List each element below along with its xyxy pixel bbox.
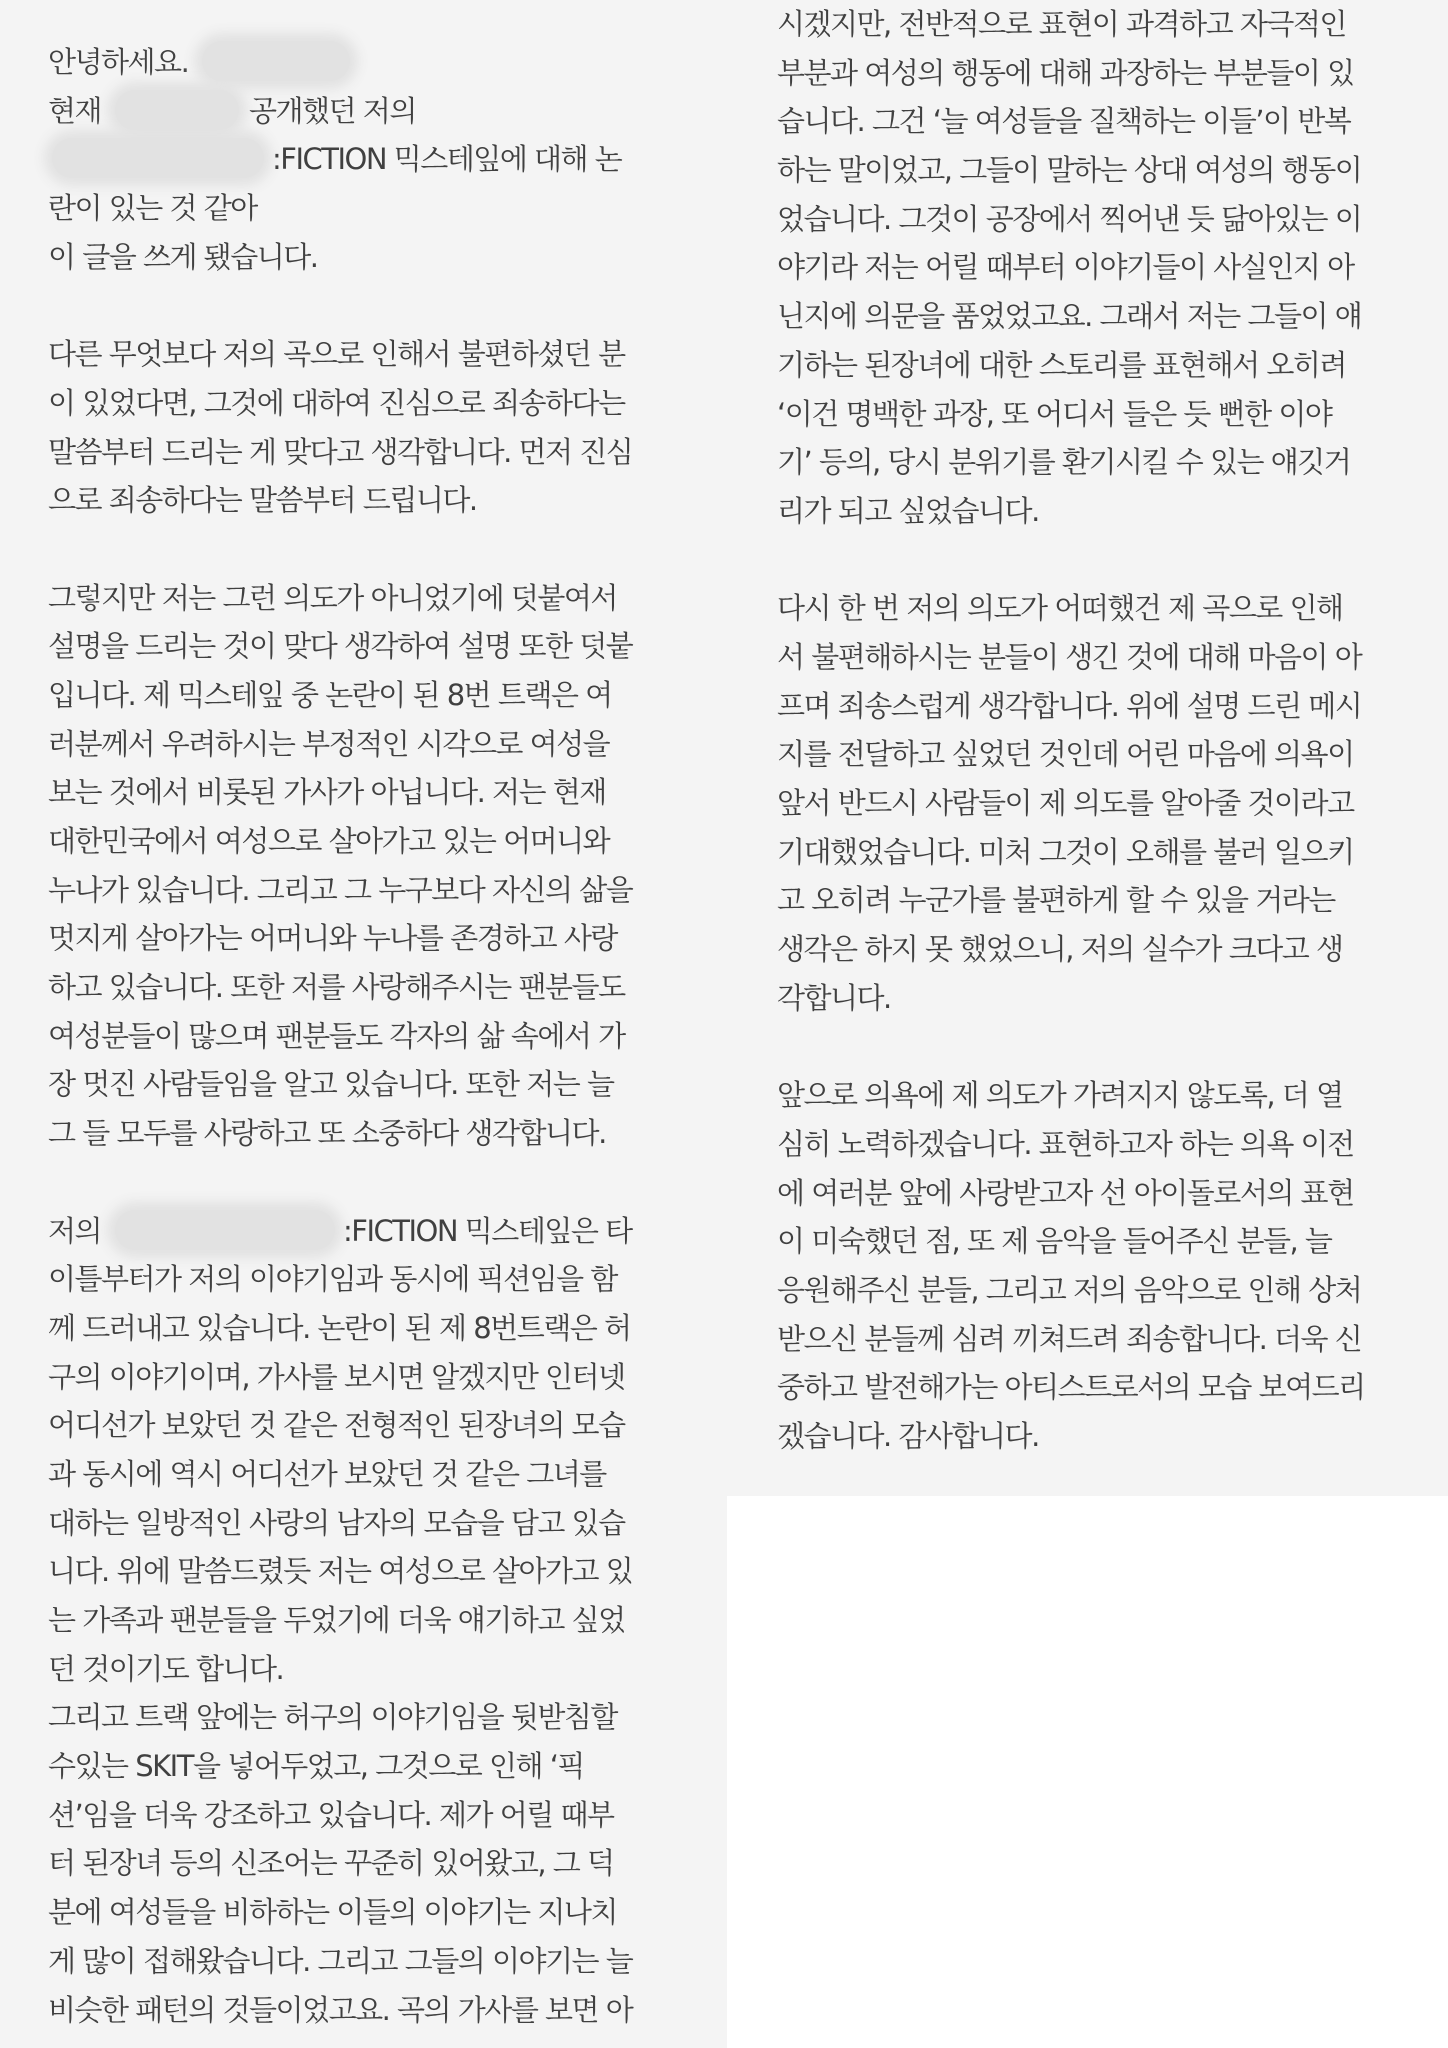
text-line: 부분과 여성의 행동에 대해 과장하는 부분들이 있: [777, 55, 1354, 90]
intro-line-3: 란이 있는 것 같아: [48, 191, 257, 226]
text-line: 심히 노력하겠습니다. 표현하고자 하는 의욕 이전: [777, 1126, 1354, 1161]
closing-paragraph: [777, 1071, 1448, 1461]
text-line: 프며 죄송스럽게 생각합니다. 위에 설명 드린 메시: [777, 688, 1362, 723]
text-line: 과 동시에 역시 어디선가 보았던 것 같은 그녀를: [48, 1456, 606, 1491]
text-line: 습니다. 그건 ‘늘 여성들을 질책하는 이들’이 반복: [777, 104, 1351, 139]
text-line: 에 여러분 앞에 사랑받고자 선 아이돌로서의 표현: [777, 1175, 1354, 1210]
text-line: 보는 것에서 비롯된 가사가 아닙니다. 저는 현재: [48, 775, 606, 810]
text-line: 이틀부터가 저의 이야기임과 동시에 픽션임을 함: [48, 1262, 617, 1297]
fiction-paragraph: [48, 1207, 727, 2035]
continuation-paragraph: [777, 0, 1448, 536]
text-line: 멋지게 살아가는 어머니와 누나를 존경하고 사랑: [48, 921, 617, 956]
text-line: 구의 이야기이며, 가사를 보시면 알겠지만 인터넷: [48, 1359, 625, 1394]
text-line: 그렇지만 저는 그런 의도가 아니었기에 덧붙여서: [48, 580, 617, 615]
text-line: 으로 죄송하다는 말씀부터 드립니다.: [48, 483, 477, 518]
text-line: 각합니다.: [777, 980, 891, 1015]
text-line: 하는 말이었고, 그들이 말하는 상대 여성의 행동이: [777, 153, 1362, 188]
text-line: 여성분들이 많으며 팬분들도 각자의 삶 속에서 가: [48, 1018, 625, 1053]
text-line: 말씀부터 드리는 게 맞다고 생각합니다. 먼저 진심: [48, 434, 633, 469]
text-line: 러분께서 우려하시는 부정적인 시각으로 여성을: [48, 726, 610, 761]
text-line: 기하는 된장녀에 대한 스토리를 표현해서 오히려: [777, 347, 1346, 382]
text-line: 분에 여성들을 비하하는 이들의 이야기는 지나치: [48, 1895, 617, 1930]
text-line: 받으신 분들께 심려 끼쳐드려 죄송합니다. 더욱 신: [777, 1321, 1362, 1356]
text-line: 대한민국에서 여성으로 살아가고 있는 어머니와: [48, 824, 610, 858]
text-line: 었습니다. 그것이 공장에서 찍어낸 듯 닮아있는 이: [777, 201, 1362, 236]
text-line: 비슷한 패턴의 것들이었고요. 곡의 가사를 보면 아: [48, 1992, 633, 2027]
text-line: 장 멋진 사람들임을 알고 있습니다. 또한 저는 늘: [48, 1067, 614, 1102]
text-line: 께 드러내고 있습니다. 논란이 된 제 8번트랙은 허: [48, 1310, 631, 1345]
text-line: 션’임을 더욱 강조하고 있습니다. 제가 어릴 때부: [48, 1797, 614, 1832]
apology-paragraph: [48, 330, 727, 525]
text-line: 는 가족과 팬분들을 두었기에 더욱 얘기하고 싶었: [48, 1603, 625, 1637]
text-line: 다른 무엇보다 저의 곡으로 인해서 불편하셨던 분: [48, 337, 625, 372]
text-line: 기대했었습니다. 미처 그것이 오해를 불러 일으키: [777, 834, 1354, 869]
right-text-panel: [727, 0, 1448, 1496]
text-line: 겠습니다. 감사합니다.: [777, 1418, 1039, 1453]
text-line: 입니다. 제 믹스테잎 중 논란이 된 8번 트랙은 여: [48, 677, 612, 712]
text-line: 리가 되고 싶었습니다.: [777, 493, 1039, 528]
text-line: 대하는 일방적인 사랑의 남자의 모습을 담고 있습: [48, 1505, 625, 1540]
text-line: 어디선가 보았던 것 같은 전형적인 된장녀의 모습: [48, 1408, 625, 1443]
text-line: 고 오히려 누군가를 불편하게 할 수 있을 거라는: [777, 883, 1335, 918]
text-line: 그리고 트랙 앞에는 허구의 이야기임을 뒷받침할: [48, 1700, 617, 1735]
text-line: 야기라 저는 어릴 때부터 이야기들이 사실인지 아: [777, 250, 1354, 285]
fiction-first-line: [48, 1207, 727, 1256]
intro-line-1: [48, 87, 727, 136]
explanation-paragraph: [48, 574, 727, 1158]
redacted-name-blur: [202, 41, 350, 81]
intro-text-2: :FICTION 믹스테잎에 대해 논: [272, 142, 622, 177]
intro-text-1b: 공개했던 저의: [249, 93, 416, 128]
text-line: 서 불편해하시는 분들이 생긴 것에 대해 마음이 아: [777, 639, 1362, 674]
text-line: 생각은 하지 못 했었으니, 저의 실수가 크다고 생: [777, 932, 1343, 967]
redacted-title-blur: [115, 1210, 335, 1250]
redacted-title-blur: [52, 138, 264, 178]
greeting-text: 안녕하세요.: [48, 45, 189, 79]
text-line: 지를 전달하고 싶었던 것인데 어린 마음에 의욕이: [777, 737, 1354, 772]
text-line: 게 많이 접해왔습니다. 그리고 그들의 이야기는 늘: [48, 1943, 633, 1978]
text-line: 수있는 SKIT을 넣어두었고, 그것으로 인해 ‘픽: [48, 1749, 584, 1784]
text-line: 다시 한 번 저의 의도가 어떠했건 제 곡으로 인해: [777, 591, 1343, 626]
text-line: 앞으로 의욕에 제 의도가 가려지지 않도록, 더 열: [777, 1078, 1343, 1113]
text-line: 그 들 모두를 사랑하고 또 소중하다 생각합니다.: [48, 1116, 606, 1151]
intro-text-1: 현재: [48, 93, 102, 128]
text-line: ‘이건 명백한 과장, 또 어디서 들은 듯 뻔한 이야: [777, 396, 1332, 431]
text-line: 던 것이기도 합니다.: [48, 1651, 284, 1686]
text-line: 누나가 있습니다. 그리고 그 누구보다 자신의 삶을: [48, 872, 633, 907]
text-line: 설명을 드리는 것이 맞다 생각하여 설명 또한 덧붙: [48, 629, 633, 664]
text-line: 응원해주신 분들, 그리고 저의 음악으로 인해 상처: [777, 1272, 1362, 1307]
text-line: 앞서 반드시 사람들이 제 의도를 알아줄 것이라고: [777, 786, 1354, 820]
text-line: 이 미숙했던 점, 또 제 음악을 들어주신 분들, 늘: [777, 1224, 1332, 1259]
text-line: 하고 있습니다. 또한 저를 사랑해주시는 팬분들도: [48, 970, 625, 1005]
intro-line-2: [48, 135, 727, 184]
text-line: 이 있었다면, 그것에 대하여 진심으로 죄송하다는: [48, 385, 625, 420]
text-line: 터 된장녀 등의 신조어는 꾸준히 있어왔고, 그 덕: [48, 1846, 614, 1881]
text-fragment: :FICTION 믹스테잎은 타: [343, 1213, 632, 1248]
text-line: 시겠지만, 전반적으로 표현이 과격하고 자극적인: [777, 7, 1346, 41]
regret-paragraph: [777, 584, 1448, 1022]
redacted-date-blur: [115, 90, 239, 130]
text-line: 닌지에 의문을 품었었고요. 그래서 저는 그들이 얘: [777, 299, 1362, 334]
text-line: 니다. 위에 말씀드렸듯 저는 여성으로 살아가고 있: [48, 1554, 633, 1589]
greeting-line: [48, 38, 727, 87]
text-fragment: 저의: [48, 1213, 102, 1248]
text-line: 중하고 발전해가는 아티스트로서의 모습 보여드리: [777, 1370, 1365, 1405]
text-line: 기’ 등의, 당시 분위기를 환기시킬 수 있는 얘깃거: [777, 445, 1351, 480]
intro-line-4: 이 글을 쓰게 됐습니다.: [48, 239, 318, 274]
